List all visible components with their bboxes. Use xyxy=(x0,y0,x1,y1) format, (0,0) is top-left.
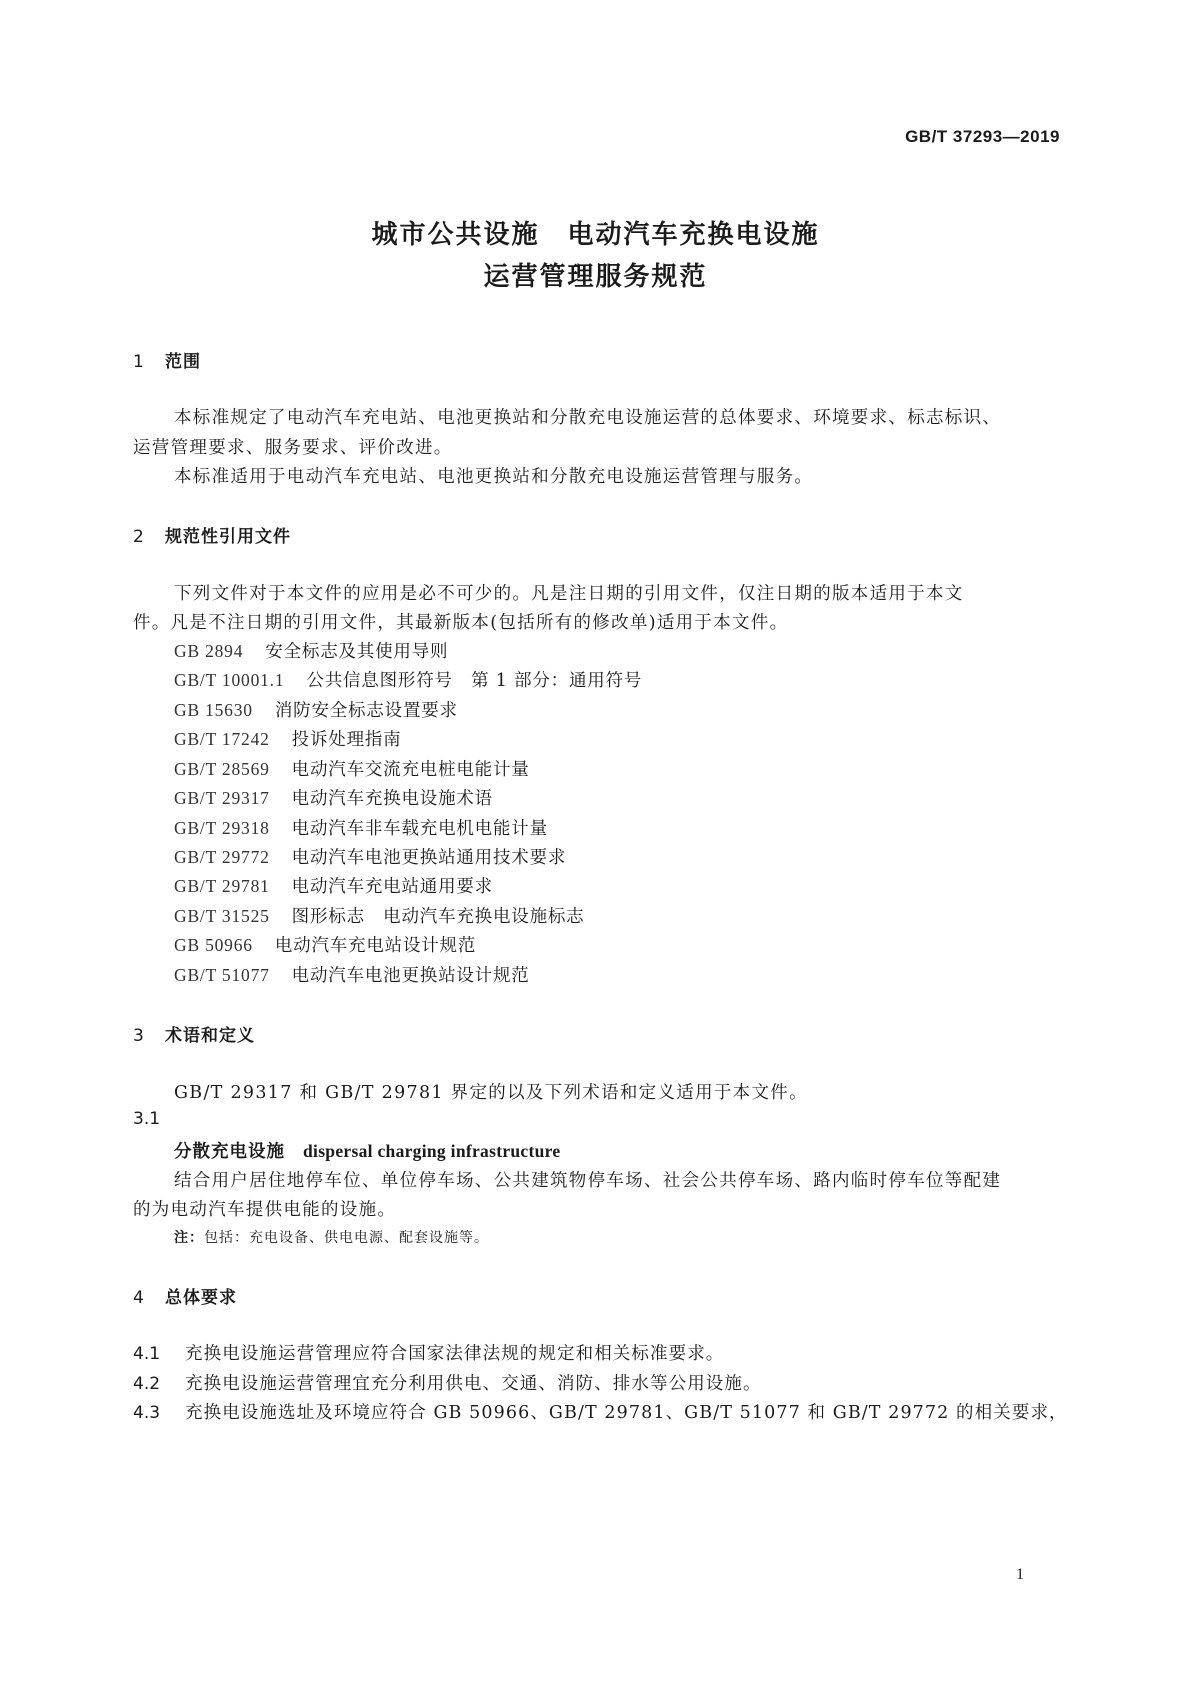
term-heading xyxy=(174,1138,560,1163)
reference-title: 投诉处理指南 xyxy=(291,730,402,750)
requirement-text: 充换电设施运营管理应符合国家法律法规的规定和相关标准要求。 xyxy=(185,1344,725,1364)
requirement-item xyxy=(133,1399,1068,1424)
section-title: 术语和定义 xyxy=(165,1026,255,1046)
standard-number: GB/T 37293—2019 xyxy=(905,127,1060,146)
note-label: 注： xyxy=(174,1230,204,1246)
section-number: 4 xyxy=(133,1288,145,1308)
section-4-heading xyxy=(133,1283,237,1308)
reference-code: GB/T 31525 xyxy=(174,906,270,926)
section-number: 1 xyxy=(133,352,145,372)
document-title-line-2: 运营管理服务规范 xyxy=(483,262,708,292)
reference-item xyxy=(174,726,401,751)
section-2-heading xyxy=(133,522,291,547)
reference-item xyxy=(174,873,493,898)
reference-code: GB/T 29781 xyxy=(174,876,270,896)
document-title-line-1: 城市公共设施 电动汽车充换电设施 xyxy=(371,220,820,250)
requirement-item xyxy=(133,1340,724,1365)
reference-title: 电动汽车非车载充电机电能计量 xyxy=(291,819,548,839)
reference-title: 电动汽车交流充电桩电能计量 xyxy=(291,760,530,780)
requirement-item xyxy=(133,1370,762,1395)
page-number: 1 xyxy=(1016,1566,1024,1583)
section-title: 规范性引用文件 xyxy=(165,527,291,547)
definition-line: 的为电动汽车提供电能的设施。 xyxy=(133,1200,397,1220)
reference-item xyxy=(174,785,493,810)
reference-item xyxy=(174,932,476,957)
reference-title: 电动汽车充电站通用要求 xyxy=(291,877,493,897)
section-number: 3 xyxy=(133,1026,145,1046)
reference-item xyxy=(174,667,642,692)
reference-title: 电动汽车电池更换站设计规范 xyxy=(291,966,530,986)
requirement-number: 4.1 xyxy=(133,1344,161,1364)
reference-code: GB/T 28569 xyxy=(174,759,270,779)
paragraph-line: 下列文件对于本文件的应用是必不可少的。凡是注日期的引用文件，仅注日期的版本适用于本文 xyxy=(174,584,964,604)
reference-item xyxy=(174,962,530,987)
reference-title: 电动汽车充电站设计规范 xyxy=(274,936,477,956)
reference-title: 公共信息图形符号 第 1 部分：通用符号 xyxy=(306,671,643,691)
reference-item xyxy=(174,815,548,840)
paragraph-line: 本标准适用于电动汽车充电站、电池更换站和分散充电设施运营管理与服务。 xyxy=(174,467,814,487)
paragraph-line: 本标准规定了电动汽车充电站、电池更换站和分散充电设施运营的总体要求、环境要求、标志标识、 xyxy=(174,408,1002,428)
reference-code: GB 15630 xyxy=(174,700,253,720)
paragraph-line: 件。凡是不注日期的引用文件，其最新版本(包括所有的修改单)适用于本文件。 xyxy=(133,613,789,633)
definition-line: 结合用户居住地停车位、单位停车场、公共建筑物停车场、社会公共停车场、路内临时停车位等配建 xyxy=(174,1171,1002,1191)
requirement-text: 充换电设施运营管理宜充分利用供电、交通、消防、排水等公用设施。 xyxy=(185,1374,762,1394)
section-title: 总体要求 xyxy=(165,1288,237,1308)
reference-title: 消防安全标志设置要求 xyxy=(274,701,458,721)
reference-code: GB/T 29317 xyxy=(174,788,270,808)
reference-code: GB/T 17242 xyxy=(174,729,270,749)
term-note xyxy=(174,1227,489,1247)
reference-code: GB/T 29318 xyxy=(174,818,270,838)
term-english: dispersal charging infrastructure xyxy=(303,1141,561,1161)
section-1-heading xyxy=(133,347,201,372)
reference-title: 图形标志 电动汽车充换电设施标志 xyxy=(291,907,585,927)
paragraph-line: GB/T 29317 和 GB/T 29781 界定的以及下列术语和定义适用于本文件。 xyxy=(174,1083,808,1103)
reference-code: GB 50966 xyxy=(174,935,253,955)
reference-code: GB/T 29772 xyxy=(174,847,270,867)
paragraph-line: 运营管理要求、服务要求、评价改进。 xyxy=(133,438,453,458)
requirement-text: 充换电设施选址及环境应符合 GB 50966、GB/T 29781、GB/T 51077 和 GB/T 29772 的相关要求， xyxy=(185,1403,1068,1423)
reference-code: GB/T 10001.1 xyxy=(174,670,285,690)
section-number: 2 xyxy=(133,527,145,547)
section-3-heading xyxy=(133,1021,255,1046)
section-title: 范围 xyxy=(165,352,201,372)
requirement-number: 4.3 xyxy=(133,1403,161,1423)
reference-title: 安全标志及其使用导则 xyxy=(265,642,449,662)
reference-title: 电动汽车充换电设施术语 xyxy=(291,789,493,809)
term-chinese: 分散充电设施 xyxy=(174,1142,285,1162)
reference-item xyxy=(174,638,448,663)
term-number: 3.1 xyxy=(133,1109,161,1129)
reference-item xyxy=(174,844,566,869)
reference-item xyxy=(174,903,584,928)
reference-code: GB/T 51077 xyxy=(174,965,270,985)
reference-item xyxy=(174,697,458,722)
reference-title: 电动汽车电池更换站通用技术要求 xyxy=(291,848,567,868)
reference-code: GB 2894 xyxy=(174,641,244,661)
reference-item xyxy=(174,756,530,781)
note-text: 包括：充电设备、供电电源、配套设施等。 xyxy=(204,1230,489,1246)
requirement-number: 4.2 xyxy=(133,1374,161,1394)
